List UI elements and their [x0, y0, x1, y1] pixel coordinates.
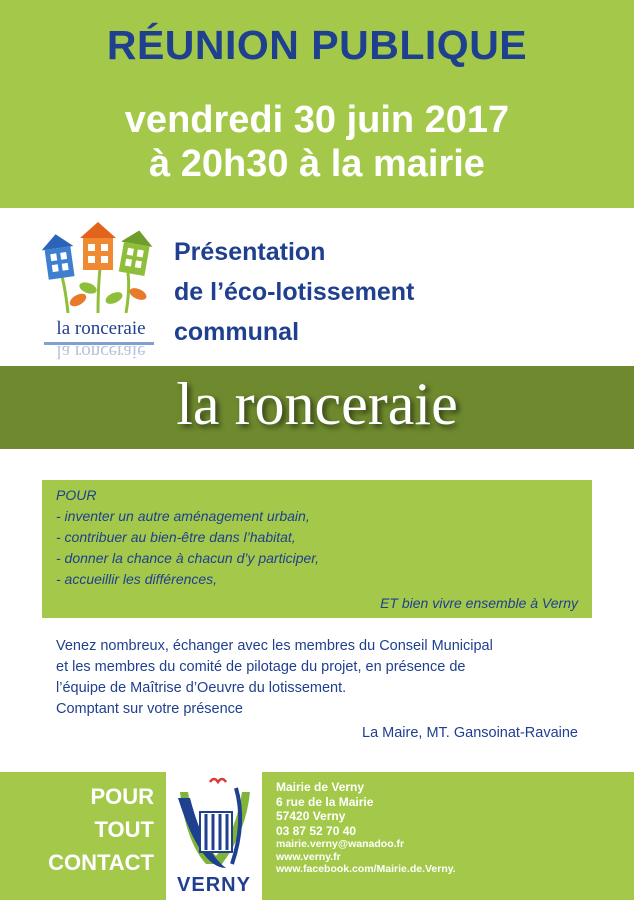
address-name: Mairie de Verny: [276, 780, 365, 794]
objectives-closing: ET bien vivre ensemble à Verny: [380, 595, 578, 611]
logo-label-reflection: la ronceraie: [56, 341, 146, 362]
contact-label-line: CONTACT: [48, 850, 154, 875]
presentation-line: de l’éco-lotissement: [174, 278, 415, 306]
address-street: 6 rue de la Mairie: [276, 794, 374, 809]
presentation-line: communal: [174, 318, 300, 346]
contact-label-line: POUR: [90, 784, 154, 809]
signature: La Maire, MT. Gansoinat-Ravaine: [362, 725, 578, 741]
verny-logo: [166, 772, 262, 900]
ronceraie-logo: [38, 218, 158, 360]
event-date: vendredi 30 juin 2017: [124, 99, 510, 141]
invitation-line: l’équipe de Maîtrise d’Oeuvre du lotissement.: [56, 680, 347, 696]
address-facebook[interactable]: www.facebook.com/Mairie.de.Verny.: [276, 863, 456, 875]
page-title: RÉUNION PUBLIQUE: [106, 22, 528, 68]
project-name: la ronceraie: [176, 371, 458, 437]
address-phone: 03 87 52 70 40: [276, 823, 357, 838]
contact-label-line: TOUT: [94, 817, 154, 842]
invitation-line: et les membres du comité de pilotage du projet, en présence de: [56, 659, 466, 675]
header-banner: [0, 0, 634, 208]
verny-logo-label: VERNY: [177, 874, 251, 896]
invitation-text: [56, 636, 596, 720]
verny-emblem-icon: [166, 772, 262, 876]
objective-item: - contribuer au bien-être dans l’habitat,: [56, 529, 296, 545]
objective-item: - donner la chance à chacun d’y participer,: [56, 550, 320, 566]
address-email[interactable]: mairie.verny@wanadoo.fr: [276, 838, 405, 850]
objective-item: - inventer un autre aménagement urbain,: [56, 508, 310, 524]
objectives-box: [42, 480, 592, 618]
presentation-line: Présentation: [174, 238, 326, 266]
presentation-heading: [174, 232, 614, 352]
event-time: à 20h30 à la mairie: [149, 143, 485, 185]
invitation-line: Comptant sur votre présence: [56, 701, 243, 717]
project-name-band: [0, 366, 634, 449]
contact-address: [276, 780, 616, 876]
logo-label: la ronceraie: [56, 318, 146, 339]
objectives-heading: POUR: [56, 487, 97, 503]
invitation-line: Venez nombreux, échanger avec les membres du Conseil Municipal: [56, 638, 493, 654]
address-city: 57420 Verny: [276, 809, 346, 823]
contact-label: [14, 780, 154, 879]
houses-icon: [38, 218, 158, 318]
contact-footer: [0, 772, 634, 900]
address-website[interactable]: www.verny.fr: [276, 850, 341, 863]
objective-item: - accueillir les différences,: [56, 571, 218, 587]
